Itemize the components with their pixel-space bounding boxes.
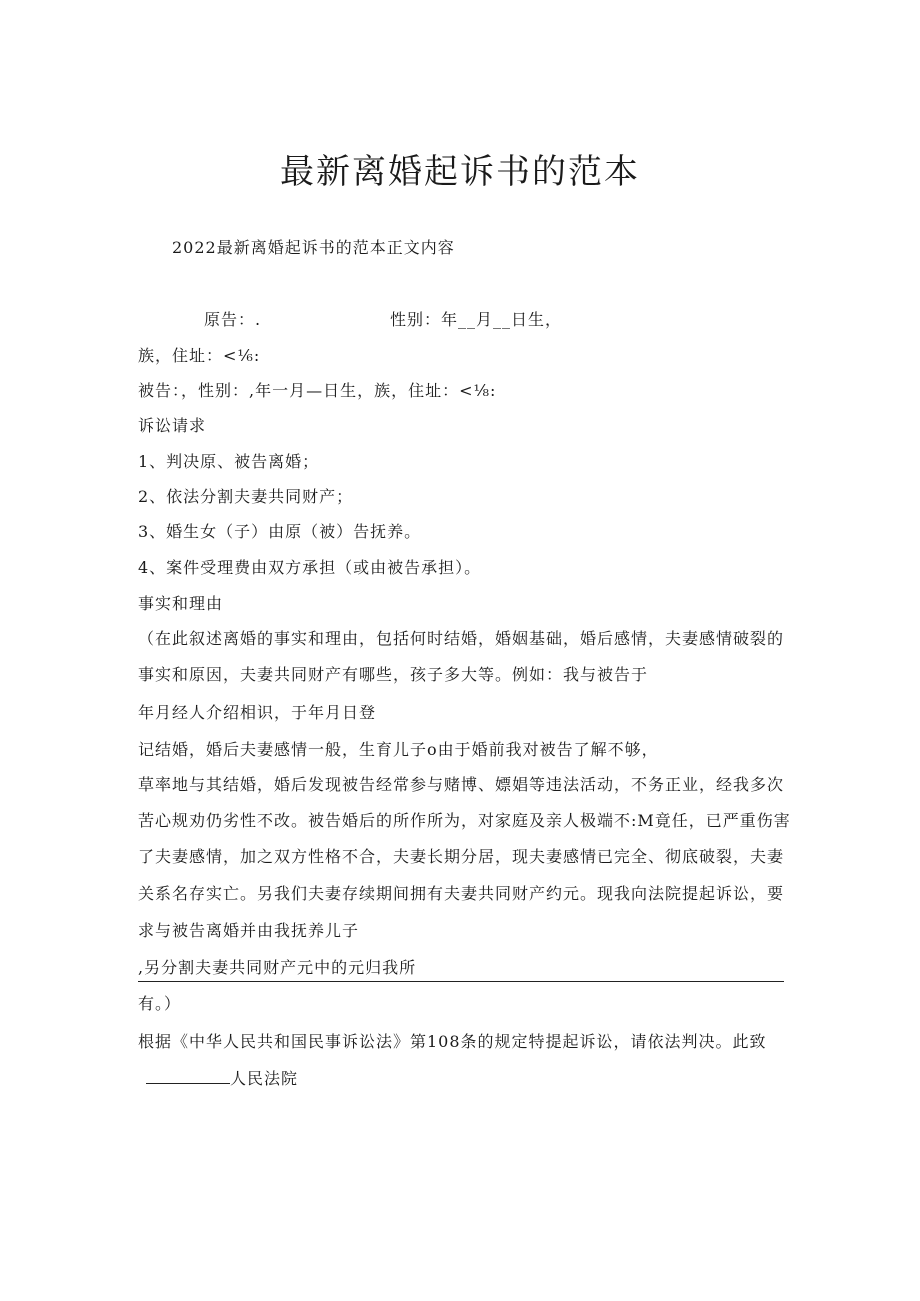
plaintiff-gender: 性别：年__月__日生， — [390, 310, 563, 329]
court-label: 人民法院 — [230, 1069, 299, 1088]
facts-line: 记结婚，婚后夫妻感情一般，生育儿子o由于婚前我对被告了解不够， — [138, 740, 659, 759]
plaintiff-address: 族，住址：<⅙: — [138, 346, 261, 365]
horizontal-divider — [138, 981, 784, 982]
defendant-line: 被告：，性别：,年一月—日生，族，住址：<⅛: — [138, 381, 497, 400]
document-title: 最新离婚起诉书的范本 — [280, 152, 640, 192]
facts-line: ,另分割夫妻共同财产元中的元归我所 — [138, 958, 417, 977]
legal-basis: 根据《中华人民共和国民事诉讼法》第108条的规定特提起诉讼，请依法判决。此致 — [138, 1032, 767, 1051]
facts-line: 了夫妻感情，加之双方性格不合，夫妻长期分居，现夫妻感情已完全、彻底破裂，夫妻 — [138, 847, 785, 866]
claims-heading: 诉讼请求 — [138, 416, 207, 435]
subtitle: 2022最新离婚起诉书的范本正文内容 — [172, 238, 455, 257]
claim-item: 4、案件受理费由双方承担（或由被告承担）。 — [138, 558, 482, 577]
court-name-blank — [146, 1069, 230, 1084]
court-signature-line — [146, 1068, 298, 1090]
claim-item: 2、依法分割夫妻共同财产； — [138, 487, 354, 506]
facts-line: 事实和原因，夫妻共同财产有哪些，孩子多大等。例如：我与被告于 — [138, 665, 649, 684]
plaintiff-label: 原告：. — [204, 310, 262, 329]
facts-line: 苦心规劝仍劣性不改。被告婚后的所作所为，对家庭及亲人极端不:M竟任，已严重伤害 — [138, 811, 791, 830]
facts-line: 求与被告离婚并由我抚养儿子 — [138, 921, 360, 940]
facts-line: 草率地与其结婚，婚后发现被告经常参与赌博、嫖娼等违法活动，不务正业，经我多次 — [138, 775, 785, 794]
facts-line: 关系名存实亡。另我们夫妻存续期间拥有夫妻共同财产约元。现我向法院提起诉讼，要 — [138, 884, 785, 903]
facts-line: 年月经人介绍相识，于年月日登 — [138, 703, 377, 722]
facts-line: （在此叙述离婚的事实和理由，包括何时结婚，婚姻基础，婚后感情，夫妻感情破裂的 — [138, 629, 785, 648]
facts-heading: 事实和理由 — [138, 594, 224, 613]
facts-line: 有。） — [138, 994, 182, 1013]
claim-item: 1、判决原、被告离婚； — [138, 452, 320, 471]
claim-item: 3、婚生女（子）由原（被）告抚养。 — [138, 522, 422, 541]
